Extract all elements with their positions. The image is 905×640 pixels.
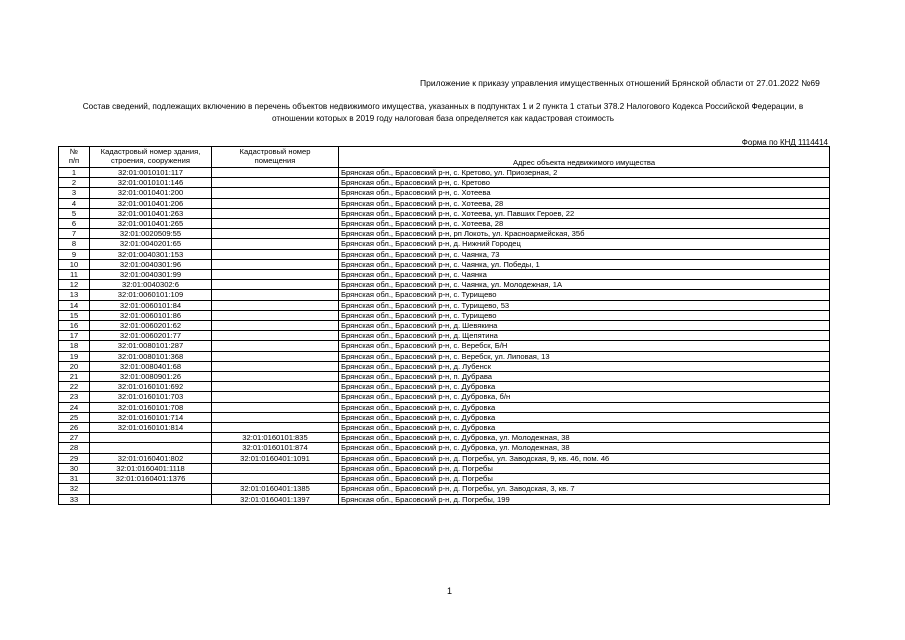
row-number-cell: 18	[59, 341, 90, 351]
row-number-cell: 14	[59, 300, 90, 310]
building-cadastral-cell: 32:01:0060201:62	[90, 321, 212, 331]
address-cell: Брянская обл., Брасовский р-н, д. Шевякина	[339, 321, 830, 331]
building-cadastral-cell: 32:01:0010401:265	[90, 219, 212, 229]
building-cadastral-cell: 32:01:0160401:1118	[90, 463, 212, 473]
building-cadastral-cell: 32:01:0060101:109	[90, 290, 212, 300]
address-cell: Брянская обл., Брасовский р-н, с. Веребск, ул. Липовая, 13	[339, 351, 830, 361]
table-header-row	[59, 147, 830, 168]
table-row	[59, 423, 830, 433]
address-cell: Брянская обл., Брасовский р-н, с. Турищево, 53	[339, 300, 830, 310]
row-number-cell: 25	[59, 412, 90, 422]
room-cadastral-cell	[212, 463, 339, 473]
address-cell: Брянская обл., Брасовский р-н, с. Турищево	[339, 310, 830, 320]
room-cadastral-cell	[212, 259, 339, 269]
property-table	[58, 146, 830, 505]
building-cadastral-cell: 32:01:0060201:77	[90, 331, 212, 341]
address-cell: Брянская обл., Брасовский р-н, рп Локоть, ул. Красноармейская, 35б	[339, 229, 830, 239]
table-row	[59, 351, 830, 361]
room-cadastral-cell	[212, 280, 339, 290]
row-number-cell: 31	[59, 474, 90, 484]
address-cell: Брянская обл., Брасовский р-н, с. Хотеева, 28	[339, 219, 830, 229]
room-cadastral-cell: 32:01:0160101:874	[212, 443, 339, 453]
room-cadastral-cell	[212, 423, 339, 433]
address-cell: Брянская обл., Брасовский р-н, с. Чаянка, 73	[339, 249, 830, 259]
building-cadastral-cell: 32:01:0160101:814	[90, 423, 212, 433]
row-number-cell: 23	[59, 392, 90, 402]
building-cadastral-cell: 32:01:0080101:368	[90, 351, 212, 361]
room-cadastral-cell	[212, 372, 339, 382]
address-cell: Брянская обл., Брасовский р-н, с. Чаянка, ул. Молодежная, 1А	[339, 280, 830, 290]
title-line-1: Состав сведений, подлежащих включению в перечень объектов недвижимого имущества, указанных в подпунктах 1 и 2 пункта 1 статьи 378.2 Налогового Кодекса Российской Федерации, в	[82, 102, 804, 111]
row-number-cell: 8	[59, 239, 90, 249]
table-row	[59, 239, 830, 249]
row-number-cell: 2	[59, 178, 90, 188]
building-cadastral-cell: 32:01:0160101:708	[90, 402, 212, 412]
row-number-cell: 7	[59, 229, 90, 239]
building-cadastral-cell: 32:01:0010401:263	[90, 208, 212, 218]
address-cell: Брянская обл., Брасовский р-н, д. Погребы, ул. Заводская, 3, кв. 7	[339, 484, 830, 494]
row-number-cell: 29	[59, 453, 90, 463]
row-number-cell: 30	[59, 463, 90, 473]
address-cell: Брянская обл., Брасовский р-н, с. Дубровка, ул. Молодежная, 38	[339, 443, 830, 453]
table-row	[59, 280, 830, 290]
building-cadastral-cell: 32:01:0080901:26	[90, 372, 212, 382]
address-cell: Брянская обл., Брасовский р-н, с. Турищево	[339, 290, 830, 300]
room-cadastral-cell	[212, 341, 339, 351]
room-cadastral-cell	[212, 300, 339, 310]
address-cell: Брянская обл., Брасовский р-н, с. Хотеева, 28	[339, 198, 830, 208]
row-number-cell: 22	[59, 382, 90, 392]
row-number-cell: 28	[59, 443, 90, 453]
building-cadastral-cell: 32:01:0060101:84	[90, 300, 212, 310]
table-row	[59, 178, 830, 188]
row-number-cell: 24	[59, 402, 90, 412]
table-row	[59, 361, 830, 371]
header-num-line1: №	[69, 147, 79, 156]
page-number: 1	[447, 586, 453, 596]
room-cadastral-cell	[212, 310, 339, 320]
address-cell: Брянская обл., Брасовский р-н, с. Хотеева, ул. Павших Героев, 22	[339, 208, 830, 218]
table-row	[59, 443, 830, 453]
building-cadastral-cell: 32:01:0040301:96	[90, 259, 212, 269]
building-cadastral-cell: 32:01:0010101:117	[90, 168, 212, 178]
table-row	[59, 208, 830, 218]
building-cadastral-cell: 32:01:0040301:153	[90, 249, 212, 259]
table-row	[59, 433, 830, 443]
row-number-cell: 26	[59, 423, 90, 433]
title-line-2: отношении которых в 2019 году налоговая база определяется как кадастровая стоимость	[271, 113, 615, 123]
room-cadastral-cell	[212, 249, 339, 259]
row-number-cell: 32	[59, 484, 90, 494]
room-cadastral-cell	[212, 412, 339, 422]
address-cell: Брянская обл., Брасовский р-н, д. Погребы, 199	[339, 494, 830, 504]
address-cell: Брянская обл., Брасовский р-н, с. Дубровка	[339, 382, 830, 392]
form-code: Форма по КНД 1114414	[741, 138, 828, 147]
room-cadastral-cell: 32:01:0160101:835	[212, 433, 339, 443]
address-cell: Брянская обл., Брасовский р-н, д. Погребы	[339, 463, 830, 473]
row-number-cell: 20	[59, 361, 90, 371]
address-cell: Брянская обл., Брасовский р-н, с. Дубровка	[339, 412, 830, 422]
document-title	[58, 101, 828, 124]
header-room-cadastral	[212, 147, 339, 168]
address-cell: Брянская обл., Брасовский р-н, д. Щепятина	[339, 331, 830, 341]
table-body	[59, 168, 830, 505]
row-number-cell: 11	[59, 270, 90, 280]
room-cadastral-cell: 32:01:0160401:1091	[212, 453, 339, 463]
header-address: Адрес объекта недвижимого имущества	[339, 147, 830, 168]
building-cadastral-cell: 32:01:0080401:68	[90, 361, 212, 371]
room-cadastral-cell	[212, 361, 339, 371]
room-cadastral-cell	[212, 239, 339, 249]
appendix-reference: Приложение к приказу управления имущественных отношений Брянской области от 27.01.2022 №69	[420, 78, 820, 88]
table-row	[59, 229, 830, 239]
header-num-line2: п/п	[68, 156, 80, 166]
row-number-cell: 13	[59, 290, 90, 300]
row-number-cell: 15	[59, 310, 90, 320]
building-cadastral-cell: 32:01:0160401:1376	[90, 474, 212, 484]
room-cadastral-cell	[212, 198, 339, 208]
row-number-cell: 9	[59, 249, 90, 259]
room-cadastral-cell	[212, 351, 339, 361]
room-cadastral-cell	[212, 392, 339, 402]
building-cadastral-cell: 32:01:0040301:99	[90, 270, 212, 280]
table-row	[59, 270, 830, 280]
row-number-cell: 4	[59, 198, 90, 208]
header-building-line1: Кадастровый номер здания,	[100, 147, 201, 156]
room-cadastral-cell: 32:01:0160401:1397	[212, 494, 339, 504]
building-cadastral-cell: 32:01:0010401:200	[90, 188, 212, 198]
building-cadastral-cell: 32:01:0040201:65	[90, 239, 212, 249]
table-row	[59, 249, 830, 259]
address-cell: Брянская обл., Брасовский р-н, с. Чаянка	[339, 270, 830, 280]
address-cell: Брянская обл., Брасовский р-н, с. Дубровка, ул. Молодежная, 38	[339, 433, 830, 443]
row-number-cell: 6	[59, 219, 90, 229]
table-row	[59, 290, 830, 300]
row-number-cell: 5	[59, 208, 90, 218]
table-row	[59, 188, 830, 198]
address-cell: Брянская обл., Брасовский р-н, п. Дубрава	[339, 372, 830, 382]
address-cell: Брянская обл., Брасовский р-н, с. Дубровка	[339, 402, 830, 412]
building-cadastral-cell: 32:01:0080101:287	[90, 341, 212, 351]
room-cadastral-cell	[212, 188, 339, 198]
row-number-cell: 3	[59, 188, 90, 198]
address-cell: Брянская обл., Брасовский р-н, д. Погребы	[339, 474, 830, 484]
address-cell: Брянская обл., Брасовский р-н, с. Чаянка, ул. Победы, 1	[339, 259, 830, 269]
building-cadastral-cell	[90, 494, 212, 504]
address-cell: Брянская обл., Брасовский р-н, д. Нижний Городец	[339, 239, 830, 249]
row-number-cell: 12	[59, 280, 90, 290]
table-row	[59, 463, 830, 473]
building-cadastral-cell: 32:01:0010401:206	[90, 198, 212, 208]
address-cell: Брянская обл., Брасовский р-н, с. Хотеева	[339, 188, 830, 198]
room-cadastral-cell	[212, 178, 339, 188]
building-cadastral-cell: 32:01:0060101:86	[90, 310, 212, 320]
room-cadastral-cell	[212, 331, 339, 341]
row-number-cell: 16	[59, 321, 90, 331]
header-building-cadastral	[90, 147, 212, 168]
table-row	[59, 402, 830, 412]
room-cadastral-cell	[212, 321, 339, 331]
table-row	[59, 321, 830, 331]
room-cadastral-cell: 32:01:0160401:1385	[212, 484, 339, 494]
row-number-cell: 1	[59, 168, 90, 178]
header-room-line2: помещения	[254, 156, 296, 166]
header-building-line2: строения, сооружения	[111, 156, 190, 166]
table-row	[59, 372, 830, 382]
address-cell: Брянская обл., Брасовский р-н, с. Кретово, ул. Приозерная, 2	[339, 168, 830, 178]
table-row	[59, 484, 830, 494]
table-row	[59, 494, 830, 504]
address-cell: Брянская обл., Брасовский р-н, с. Дубровка, б/н	[339, 392, 830, 402]
room-cadastral-cell	[212, 229, 339, 239]
table-row	[59, 382, 830, 392]
room-cadastral-cell	[212, 270, 339, 280]
header-room-line1: Кадастровый номер	[239, 147, 311, 156]
table-row	[59, 341, 830, 351]
row-number-cell: 17	[59, 331, 90, 341]
building-cadastral-cell	[90, 433, 212, 443]
header-num	[59, 147, 90, 168]
address-cell: Брянская обл., Брасовский р-н, д. Лубенск	[339, 361, 830, 371]
building-cadastral-cell: 32:01:0040302:6	[90, 280, 212, 290]
room-cadastral-cell	[212, 168, 339, 178]
building-cadastral-cell: 32:01:0020509:55	[90, 229, 212, 239]
row-number-cell: 19	[59, 351, 90, 361]
address-cell: Брянская обл., Брасовский р-н, с. Дубровка	[339, 423, 830, 433]
building-cadastral-cell	[90, 484, 212, 494]
room-cadastral-cell	[212, 290, 339, 300]
row-number-cell: 10	[59, 259, 90, 269]
address-cell: Брянская обл., Брасовский р-н, с. Веребск, Б/Н	[339, 341, 830, 351]
address-cell: Брянская обл., Брасовский р-н, д. Погребы, ул. Заводская, 9, кв. 46, пом. 46	[339, 453, 830, 463]
table-row	[59, 474, 830, 484]
table-row	[59, 300, 830, 310]
building-cadastral-cell: 32:01:0160401:802	[90, 453, 212, 463]
room-cadastral-cell	[212, 208, 339, 218]
table-row	[59, 453, 830, 463]
building-cadastral-cell: 32:01:0160101:703	[90, 392, 212, 402]
table-row	[59, 310, 830, 320]
room-cadastral-cell	[212, 402, 339, 412]
building-cadastral-cell: 32:01:0160101:692	[90, 382, 212, 392]
table-row	[59, 392, 830, 402]
table-row	[59, 219, 830, 229]
row-number-cell: 27	[59, 433, 90, 443]
table-row	[59, 259, 830, 269]
table-row	[59, 331, 830, 341]
table-row	[59, 412, 830, 422]
row-number-cell: 21	[59, 372, 90, 382]
table-row	[59, 168, 830, 178]
building-cadastral-cell: 32:01:0010101:146	[90, 178, 212, 188]
address-cell: Брянская обл., Брасовский р-н, с. Кретово	[339, 178, 830, 188]
room-cadastral-cell	[212, 219, 339, 229]
room-cadastral-cell	[212, 474, 339, 484]
building-cadastral-cell: 32:01:0160101:714	[90, 412, 212, 422]
room-cadastral-cell	[212, 382, 339, 392]
row-number-cell: 33	[59, 494, 90, 504]
table-row	[59, 198, 830, 208]
building-cadastral-cell	[90, 443, 212, 453]
